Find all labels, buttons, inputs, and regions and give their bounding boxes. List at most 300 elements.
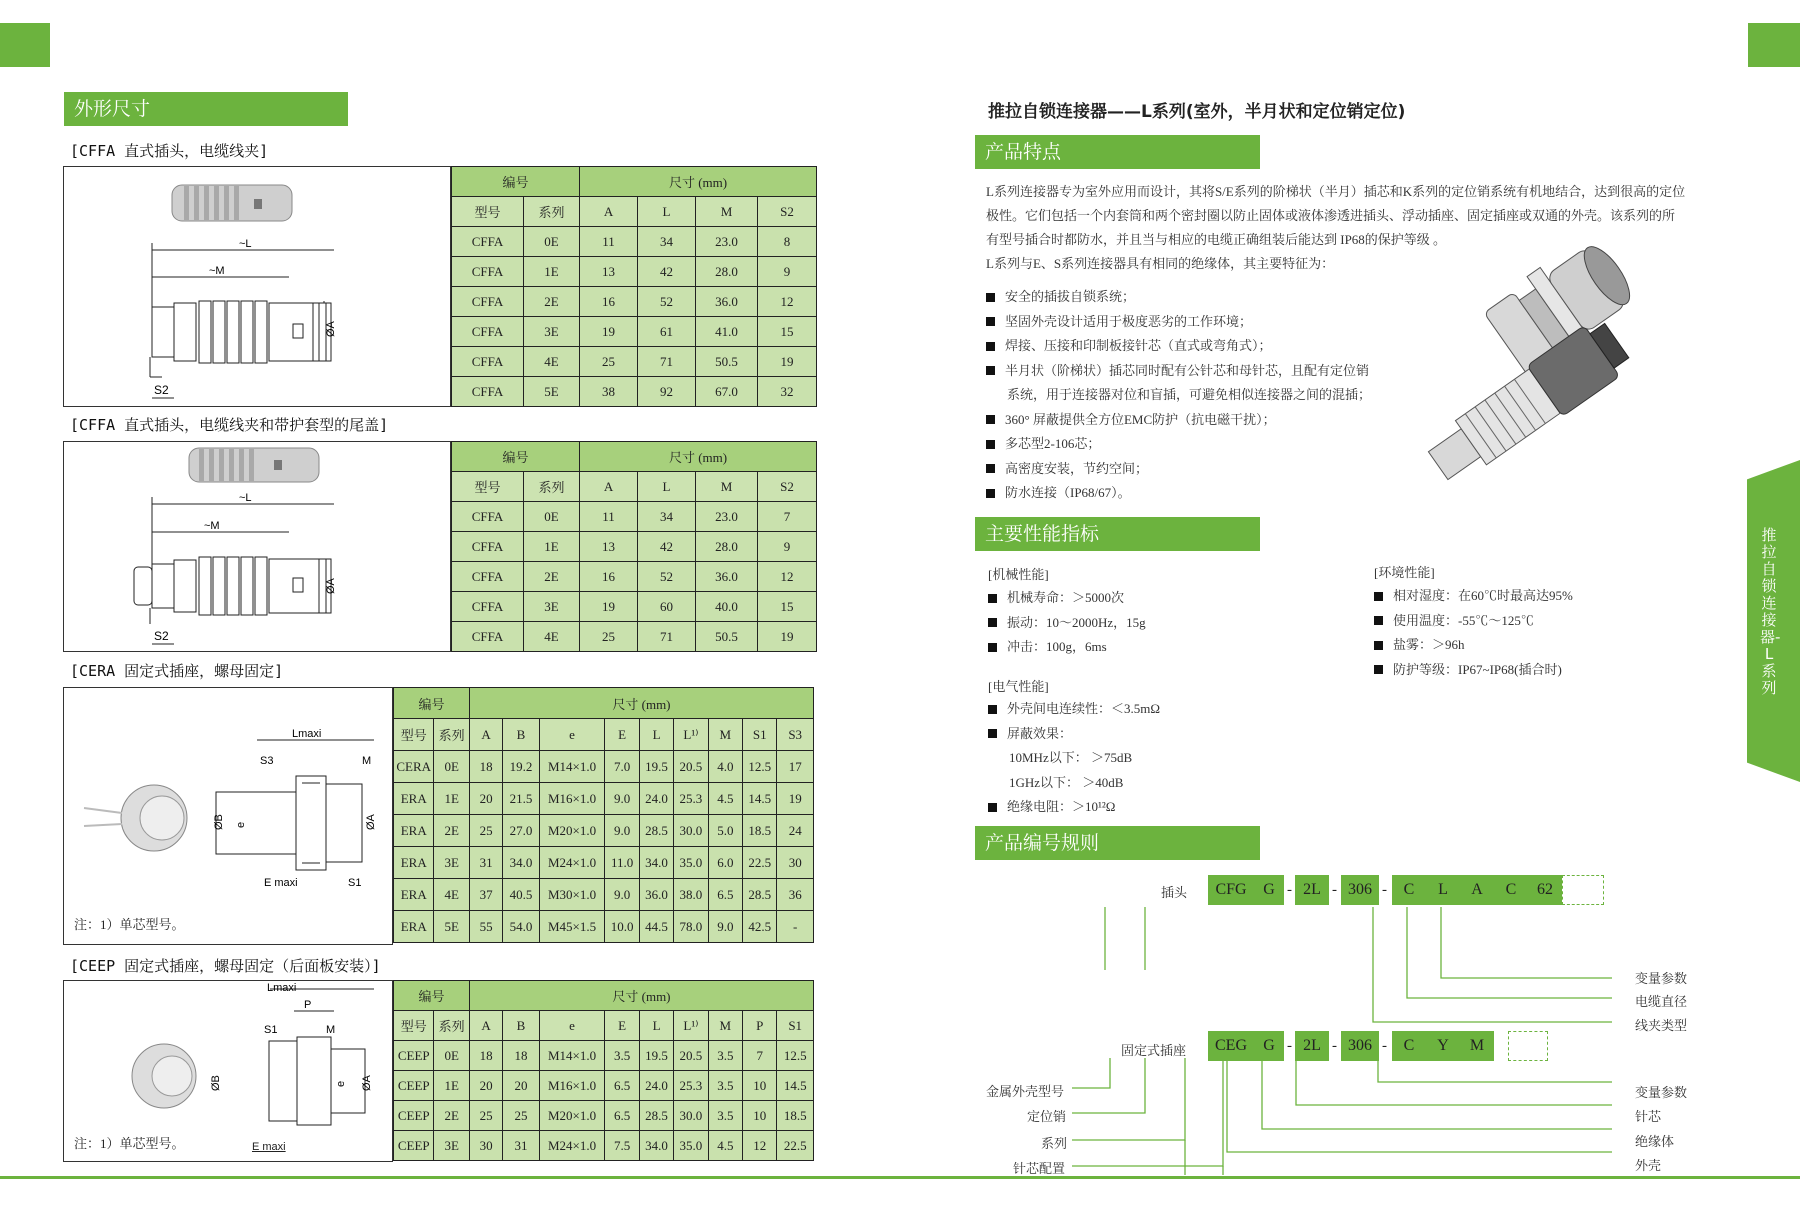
table-cell: 38 [580,377,638,407]
code-separator: - [1382,1038,1387,1054]
spec-text: 绝缘电阻：＞10¹²Ω [1007,799,1116,814]
drawing-cffa-plug-boot [64,442,450,651]
list-item [986,481,1371,506]
socket-photo-icon [84,785,187,851]
table-column-header: 型号 [394,719,434,751]
code-part: A [1460,875,1494,905]
drawing-cffa-plug [64,167,450,406]
list-item [1374,584,1573,609]
table-cell: 30 [469,1131,502,1161]
table-column-header: L¹⁾ [674,1011,708,1041]
table-cell: 44.5 [639,911,673,943]
table-cell: 3E [524,592,580,622]
table-cffa-1 [451,166,817,407]
table-cell: 3.5 [708,1101,742,1131]
page-title: 推拉自锁连接器——L系列(室外，半月状和定位销定位) [988,102,1406,122]
table-cell: 36.0 [696,287,758,317]
table-cell: 19 [758,622,817,652]
table-cell: 25 [580,622,638,652]
table-cell: CEEP [394,1071,434,1101]
dim-label-e: e [235,821,247,828]
table-cell: 3E [434,847,469,879]
table-cell: 4.5 [708,1131,742,1161]
table-cell: 5.0 [708,815,742,847]
table-column-header: A [469,1011,502,1041]
table-cell: 21.5 [503,783,539,815]
table-cera [393,687,814,943]
code-placeholder [1562,875,1604,905]
table-cell: 9.0 [708,911,742,943]
dim-label-s3: S3 [260,755,274,767]
table-cell: M30×1.0 [539,879,605,911]
dim-label-a: ØA [325,321,337,337]
code-left-label: 金属外壳型号 [986,1084,1065,1099]
table-row [452,287,817,317]
table-cell: CFFA [452,377,524,407]
list-item [988,697,1160,722]
table-column-header: M [708,1011,742,1041]
feature-text: 多芯型2-106芯； [1005,436,1101,451]
table-cell: CFFA [452,592,524,622]
table-cell: CERA [394,751,434,783]
bullet-icon [988,643,997,652]
table-cell: ERA [394,911,434,943]
corner-block-left [0,23,50,67]
table-group-header: 编号 [452,167,580,197]
table-cell: 37 [469,879,502,911]
table-row [394,751,814,783]
table-cell: 16 [580,287,638,317]
environment-title: [环境性能] [1374,565,1435,580]
bullet-icon [986,293,995,302]
list-item [986,408,1371,433]
table-cell: 25 [580,347,638,377]
dim-label-l: ~L [239,492,252,504]
table-cell: 20.5 [674,751,708,783]
list-item [988,771,1160,796]
table-column-header: L [638,472,696,502]
table-group-header: 编号 [394,688,470,719]
table-cell: 60 [638,592,696,622]
drawing-frame-cffa-2 [63,441,451,652]
code-part: 306 [1341,875,1379,905]
code-part: C [1494,875,1528,905]
table-cell: 18.5 [777,1101,814,1131]
table-cell: 36 [777,879,814,911]
spec-text: 外壳间电连续性：＜3.5mΩ [1007,701,1161,716]
dim-label-lmaxi: Lmaxi [292,728,322,740]
code-separator: - [1332,882,1337,898]
plug-right-label: 线夹类型 [1635,1018,1688,1033]
table-cell: 18 [469,751,502,783]
table-row [452,622,817,652]
table-cell: 18 [503,1041,539,1071]
code-part: C [1392,875,1426,905]
table-cell: CFFA [452,622,524,652]
table-cell: CFFA [452,287,524,317]
code-part: 2L [1295,875,1329,905]
table-cell: 4E [524,347,580,377]
feature-text: 半月状（阶梯状）插芯同时配有公针芯和母针芯，且配有定位销 [1005,362,1370,378]
table-cell: 2E [434,815,469,847]
table-cell: 34 [638,502,696,532]
table-cell: 25.3 [674,783,708,815]
table-cell: - [777,911,814,943]
code-part: M [1460,1031,1494,1061]
code-part: C [1392,1031,1426,1061]
connector-illustration [1420,225,1720,485]
table-cell: ERA [394,815,434,847]
table-row [394,847,814,879]
code-separator: - [1382,882,1387,898]
table-cell: 34.0 [639,847,673,879]
dim-label-e: e [335,1080,347,1087]
table-cell: 36.0 [639,879,673,911]
bullet-icon [1374,592,1383,601]
table-cell: 61 [638,317,696,347]
table-cell: 42 [638,532,696,562]
socket-label: 固定式插座 [1121,1043,1187,1058]
table-column-header: L [638,197,696,227]
table-cell: 24.0 [639,783,673,815]
table-cell: 41.0 [696,317,758,347]
table-column-header: A [580,472,638,502]
table-cell: CFFA [452,317,524,347]
table-cell: 50.5 [696,347,758,377]
table-cell: 19 [580,317,638,347]
bullet-icon [986,489,995,498]
table-row [452,532,817,562]
table-cell: 6.5 [605,1071,639,1101]
table-column-header: E [605,1011,639,1041]
table-row [394,1071,814,1101]
table-cell: 52 [638,287,696,317]
dim-label-m: ~M [209,265,225,277]
bullet-icon [1374,641,1383,650]
table-column-header: P [743,1011,777,1041]
table-cell: 11 [580,502,638,532]
table-column-header: 系列 [524,472,580,502]
table-cell: 35.0 [674,1131,708,1161]
table-cell: ERA [394,879,434,911]
spec-text: 屏蔽效果： [1007,725,1073,741]
table-cell: 40.5 [503,879,539,911]
feature-text: 防水连接（IP68/67）。 [1005,485,1131,500]
bullet-icon [988,705,997,714]
table-cell: 28.5 [743,879,777,911]
table-cell: 78.0 [674,911,708,943]
table-cell: 25 [469,815,502,847]
subtitle-ceep: [CEEP 固定式插座，螺母固定（后面板安装）] [70,957,381,975]
side-tab-label: 推拉自锁连接器-L系列 [1760,526,1781,697]
bullet-icon [986,317,995,326]
table-cell: 19 [777,783,814,815]
table-cell: 40.0 [696,592,758,622]
spec-text: 1GHz以下： ＞40dB [1009,774,1124,790]
list-item [986,285,1371,310]
code-left-label: 针芯配置 [1013,1161,1066,1176]
table-cell: 31 [469,847,502,879]
dim-label-emaxi: E maxi [264,877,298,889]
table-cell: 42 [638,257,696,287]
list-item [1374,658,1573,683]
bullet-icon [1374,616,1383,625]
table-cell: 4E [434,879,469,911]
code-separator: - [1287,1038,1292,1054]
table-row [394,1101,814,1131]
table-cell: 18 [469,1041,502,1071]
feature-text: 高密度安装，节约空间； [1005,460,1149,476]
code-left-label: 定位销 [1027,1109,1067,1124]
table-column-header: M [696,472,758,502]
table-cell: 0E [524,227,580,257]
table-cell: 12 [758,287,817,317]
table-row [452,592,817,622]
table-cell: 5E [524,377,580,407]
intro-line: L系列连接器专为室外应用而设计，其将S/E系列的阶梯状（半月）插芯和K系列的定位销系统有机地结合，达到很高的定位 [986,184,1686,199]
dim-label-m: M [362,755,372,767]
table-cell: 1E [524,257,580,287]
table-ceep [393,980,814,1161]
table-cell: 4.5 [708,783,742,815]
intro-line: 极性。它们包括一个内套筒和两个密封圈以防止固体或液体渗透进插头、浮动插座、固定插座或双通的外壳。该系列的所 [986,208,1676,223]
feature-text: 系统，用于连接器对位和盲插，可避免相似连接器之间的混插； [1007,387,1372,402]
table-cell: 2E [524,287,580,317]
table-cell: M14×1.0 [539,1041,605,1071]
table-cell: 6.5 [708,879,742,911]
table-cell: M16×1.0 [539,783,605,815]
table-column-header: A [580,197,638,227]
table-cell: 71 [638,347,696,377]
list-item [986,359,1371,384]
table-cell: 34 [638,227,696,257]
table-cell: 19.2 [503,751,539,783]
table-cell: 28.5 [639,815,673,847]
table-row [452,347,817,377]
bullet-icon [988,618,997,627]
table-cell: 1E [524,532,580,562]
intro-line: L系列与E、S系列连接器具有相同的绝缘体，其主要特征为： [986,256,1335,271]
spec-text: 防护等级：IP67~IP68(插合时) [1393,661,1562,677]
table-row [394,879,814,911]
dim-label-a: ØA [325,578,337,594]
table-cell: 50.5 [696,622,758,652]
table-cell: 20 [503,1071,539,1101]
table-cell: 7 [743,1041,777,1071]
table-cell: 67.0 [696,377,758,407]
table-cell: 10.0 [605,911,639,943]
code-placeholder [1508,1031,1548,1061]
table-group-header: 编号 [394,981,470,1011]
table-cell: 20 [469,1071,502,1101]
dim-label-s1: S1 [348,877,362,889]
bullet-icon [986,415,995,424]
table-cell: 13 [580,257,638,287]
table-cell: 23.0 [696,227,758,257]
table-cell: 20.5 [674,1041,708,1071]
table-cell: 1E [434,1071,469,1101]
table-cell: 12 [743,1131,777,1161]
table-cell: 3E [434,1131,469,1161]
dim-label-m: ~M [204,520,220,532]
bullet-icon [1374,665,1383,674]
bullet-icon [986,366,995,375]
table-cell: 22.5 [743,847,777,879]
table-cell: 18.5 [743,815,777,847]
list-item [986,457,1371,482]
table-column-header: S2 [758,472,817,502]
table-cell: 19.5 [639,1041,673,1071]
table-cell: 28.0 [696,532,758,562]
table-cell: 10 [743,1101,777,1131]
electrical-title: [电气性能] [988,679,1049,694]
table-cell: CFFA [452,257,524,287]
section-title-features: 产品特点 [975,135,1260,169]
table-cell: 3.5 [708,1041,742,1071]
table-row [394,1131,814,1161]
code-separator: - [1332,1038,1337,1054]
table-cell: ERA [394,847,434,879]
table-cell: CFFA [452,502,524,532]
note-ceep: 注：1）单芯型号。 [74,1136,185,1151]
table-cell: M24×1.0 [539,1131,605,1161]
note-cera: 注：1）单芯型号。 [74,917,185,932]
table-cell: 17 [777,751,814,783]
bullet-icon [988,729,997,738]
plug-photo-icon [189,448,319,482]
table-cell: 7.0 [605,751,639,783]
table-cell: 71 [638,622,696,652]
table-cell: 55 [469,911,502,943]
table-cell: 7.5 [605,1131,639,1161]
table-cell: 20 [469,783,502,815]
table-cell: 12.5 [777,1041,814,1071]
dim-label-s1: S1 [264,1024,278,1036]
table-column-header: e [539,1011,605,1041]
spec-text: 相对湿度：在60℃时最高达95% [1393,588,1573,603]
table-cell: 9.0 [605,815,639,847]
corner-block-right [1748,23,1800,67]
table-dim-header: 尺寸 (mm) [469,688,813,719]
dim-label-m: M [326,1024,336,1036]
table-cell: 0E [434,751,469,783]
drawing-frame-ceep [63,980,393,1162]
table-cell: 23.0 [696,502,758,532]
table-cell: 30.0 [674,1101,708,1131]
electrical-list [988,697,1160,820]
table-cell: 22.5 [777,1131,814,1161]
table-row [394,783,814,815]
bullet-icon [986,464,995,473]
table-cell: 34.0 [503,847,539,879]
code-part: 2L [1295,1031,1329,1061]
table-row [452,562,817,592]
table-cell: CFFA [452,227,524,257]
list-item [988,722,1160,747]
table-cell: 7 [758,502,817,532]
table-cell: 28.5 [639,1101,673,1131]
table-cell: 15 [758,317,817,347]
code-separator: - [1287,882,1292,898]
table-cell: 36.0 [696,562,758,592]
table-cell: 8 [758,227,817,257]
table-cell: ERA [394,783,434,815]
environment-list [1374,584,1573,682]
list-item [986,432,1371,457]
spec-text: 振动：10～2000Hz，15g [1007,614,1146,630]
table-row [394,1041,814,1071]
table-cell: M20×1.0 [539,1101,605,1131]
socket-right-label: 绝缘体 [1635,1134,1675,1149]
table-cell: 30.0 [674,815,708,847]
dim-label-b: ØB [213,814,225,830]
table-column-header: S2 [758,197,817,227]
table-column-header: e [539,719,605,751]
code-part: CFG [1208,875,1254,905]
table-cell: 14.5 [777,1071,814,1101]
subtitle-cffa-1: [CFFA 直式插头，电缆线夹] [70,142,269,160]
table-row [452,227,817,257]
plug-label: 插头 [1161,885,1188,900]
table-group-header: 编号 [452,442,580,472]
table-column-header: E [605,719,639,751]
table-dim-header: 尺寸 (mm) [469,981,813,1011]
table-column-header: 系列 [434,1011,469,1041]
coding-leader-lines [960,870,1720,1180]
dim-label-a: ØA [365,814,377,830]
table-column-header: B [503,719,539,751]
table-cell: 16 [580,562,638,592]
code-left-label: 系列 [1041,1136,1068,1151]
dim-label-s2: S2 [154,629,169,643]
table-cell: CFFA [452,532,524,562]
code-part: 306 [1341,1031,1379,1061]
list-item [986,310,1371,335]
table-cell: 52 [638,562,696,592]
list-item [986,334,1371,359]
table-cell: 10 [743,1071,777,1101]
table-cell: 12 [758,562,817,592]
list-item [986,383,1371,408]
dim-label-l: ~L [239,238,252,250]
table-cell: 27.0 [503,815,539,847]
intro-line: 有型号插合时都防水，并且当与相应的电缆正确组装后能达到 IP68的保护等级 。 [986,232,1447,247]
dim-label-p: P [304,999,312,1011]
plug-right-label: 电缆直径 [1635,994,1688,1009]
table-cell: 34.0 [639,1131,673,1161]
table-row [394,815,814,847]
table-row [452,377,817,407]
table-cell: 19.5 [639,751,673,783]
table-cell: 4E [524,622,580,652]
table-cell: 25 [469,1101,502,1131]
drawing-frame-cera [63,687,393,945]
table-column-header: A [469,719,502,751]
dim-label-b: ØB [210,1075,222,1091]
table-cffa-2 [451,441,817,652]
table-column-header: 型号 [394,1011,434,1041]
table-cell: 5E [434,911,469,943]
table-cell: 35.0 [674,847,708,879]
table-cell: 92 [638,377,696,407]
code-part: 62 [1528,875,1562,905]
table-cell: M20×1.0 [539,815,605,847]
list-item [1374,609,1573,634]
table-row [452,317,817,347]
table-cell: 3E [524,317,580,347]
feature-list [986,285,1371,506]
spec-text: 使用温度：-55℃～125℃ [1393,612,1534,628]
